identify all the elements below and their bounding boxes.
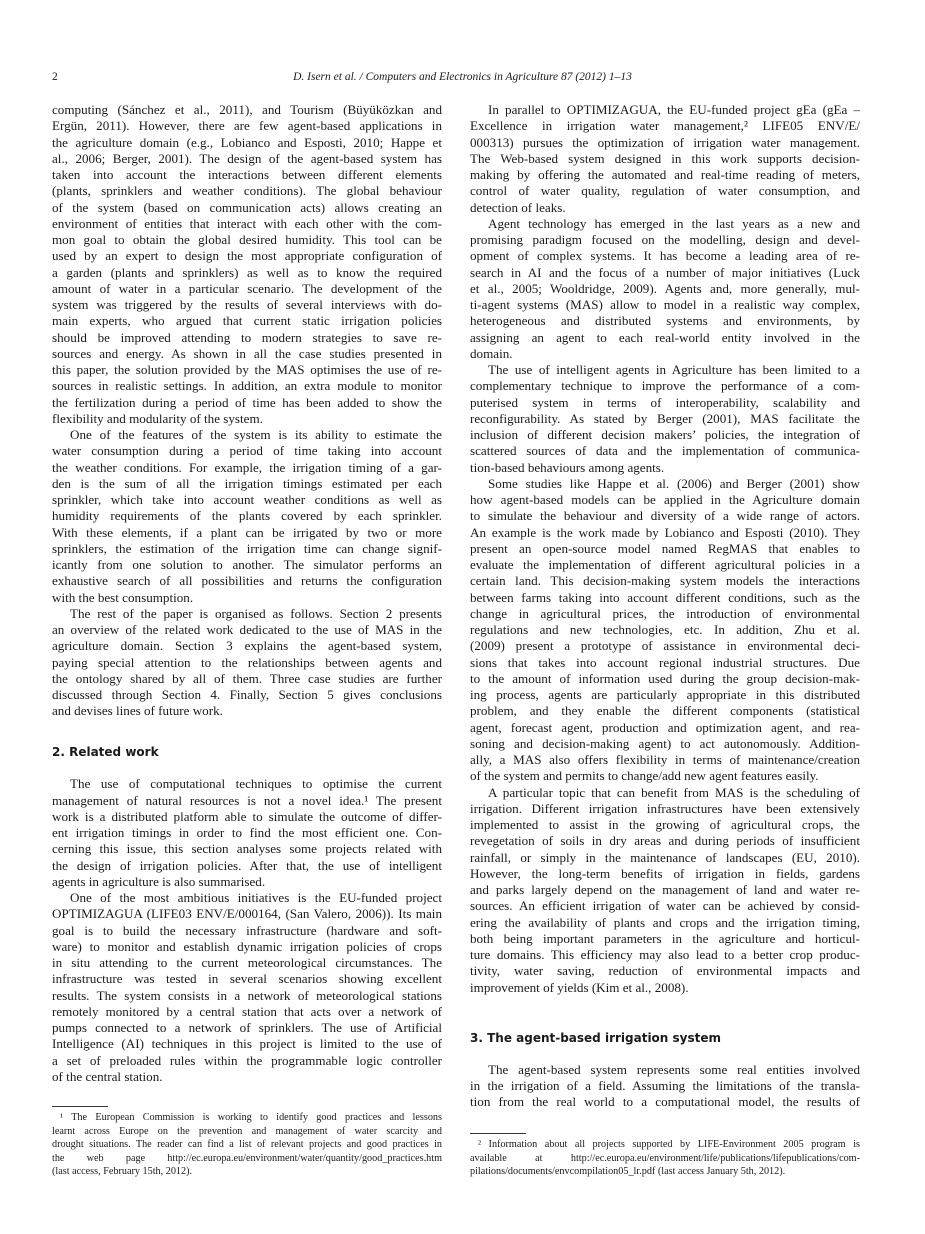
text-line: an overview of the related work dedicated to the use of MAS in the bbox=[52, 622, 442, 637]
text-line: icantly from one solution to another. The simulator performs an bbox=[52, 557, 442, 572]
text-line: The rest of the paper is organised as follows. Section 2 presents bbox=[70, 605, 442, 621]
text-line: In parallel to OPTIMIZAGUA, the EU-funded project gEa (gEa – bbox=[488, 102, 860, 117]
text-line: detection of leaks. bbox=[470, 199, 566, 215]
text-line: The use of computational techniques to optimise the current bbox=[70, 776, 442, 792]
text-line: ti-agent systems (MAS) allow to model in a realistic way complex, bbox=[470, 297, 860, 312]
paragraph bbox=[52, 102, 442, 427]
text-line: With these elements, if a plant can be irrigated by two or more bbox=[52, 524, 442, 540]
left-column bbox=[52, 102, 442, 1085]
text-line: An example is the work made by Lobianco and Esposti (2010). They bbox=[470, 524, 860, 540]
text-line: Intelligence (AI) techniques in this project is limited to the use of bbox=[52, 1036, 442, 1052]
text-line: change in agricultural prices, the introduction of environmental bbox=[470, 605, 860, 621]
text-line: search in AI and the focus of a number of major initiatives (Luck bbox=[470, 264, 860, 280]
text-line: sions that takes into account regional industrial structures. Due bbox=[470, 654, 860, 670]
text-line: the ontology shared by all of them. Three case studies are further bbox=[52, 670, 442, 686]
footnote-rule bbox=[52, 1106, 108, 1107]
footnote-line: (last access, February 15th, 2012). bbox=[52, 1166, 193, 1178]
text-line: in the irrigation of a field. Assuming the limitations of the transla- bbox=[470, 1077, 860, 1093]
paragraph bbox=[470, 362, 860, 476]
text-line: (plants, sprinklers and weather conditions). The global behaviour bbox=[52, 183, 442, 199]
text-line: ing process, agents are particularly appropriate in this distributed bbox=[470, 687, 860, 702]
text-line: to the amount of information used during the group decision-mak- bbox=[470, 670, 860, 686]
text-line: of the central station. bbox=[52, 1068, 163, 1084]
text-line: improvement of yields (Kim et al., 2008). bbox=[470, 979, 689, 995]
footnote-line: the web page http://ec.europa.eu/environment/water/quantity/good_practices.htm bbox=[52, 1152, 442, 1164]
text-line: present an open-source model named RegMAS that enables to bbox=[470, 540, 860, 556]
text-line: exhaustive search of all possibilities and returns the configuration bbox=[52, 573, 442, 589]
paragraph bbox=[470, 1062, 860, 1111]
text-line: heterogeneous and distributed systems and environments, by bbox=[470, 313, 860, 329]
text-line: Excellence in irrigation water management,² LIFE05 ENV/E/ bbox=[470, 118, 860, 134]
footnote-rule bbox=[470, 1133, 526, 1134]
paragraph bbox=[470, 476, 860, 785]
paragraph bbox=[52, 890, 442, 1085]
text-line: revegetation of soils in dry areas and during periods of insufficient bbox=[470, 833, 860, 849]
footnote-line: learnt across Europe on the prevention and management of water scarcity and bbox=[52, 1125, 442, 1137]
text-line: rainfall, or simply in the maintenance of landscapes (EU, 2010). bbox=[470, 849, 860, 865]
text-line: infrastructure was tested in several scenarios showing excellent bbox=[52, 971, 442, 987]
running-header: D. Isern et al. / Computers and Electronics in Agriculture 87 (2012) 1–13 bbox=[293, 71, 632, 83]
text-line: promising paradigm focused on the modelling, design and devel- bbox=[470, 232, 860, 247]
text-line: The Web-based system designed in this work supports decision- bbox=[470, 150, 860, 166]
text-line: of the system and permits to change/add new agent features easily. bbox=[470, 768, 819, 784]
text-line: The use of intelligent agents in Agriculture has been limited to a bbox=[488, 362, 860, 377]
text-line: paying special attention to the relationships between agents and bbox=[52, 654, 442, 670]
text-line: this paper, the solution provided by the MAS optimises the use of re- bbox=[52, 362, 442, 377]
footnote-line: drought situations. The reader can find a list of relevant projects and good practices in bbox=[52, 1139, 442, 1151]
text-line: scattered sources of data and the implementation of communica- bbox=[470, 443, 860, 459]
paragraph bbox=[52, 427, 442, 606]
text-line: Agent technology has emerged in the last years as a new and bbox=[488, 215, 860, 231]
text-line: making by offering the automated and real-time reading of meters, bbox=[470, 167, 860, 182]
text-line: One of the features of the system is its ability to estimate the bbox=[70, 427, 442, 442]
text-line: soning and decision-making agent) to act autonomously. Addition- bbox=[470, 735, 860, 751]
text-line: One of the most ambitious initiatives is the EU-funded project bbox=[70, 890, 442, 905]
text-line: inclusion of different decision makers’ policies, the integration of bbox=[470, 427, 860, 442]
text-line: the weather conditions. For example, the irrigation timing of a gar- bbox=[52, 459, 442, 475]
text-line: 000313) pursues the optimization of irrigation water management. bbox=[470, 134, 860, 150]
text-line: ture domains. This efficiency may also lead to a better crop produc- bbox=[470, 947, 860, 962]
text-line: of the system (based on communication acts) allows creating an bbox=[52, 199, 442, 215]
text-line: and devises lines of future work. bbox=[52, 703, 223, 719]
text-line: assigning an agent to each real-world entity involved in the bbox=[470, 329, 860, 345]
text-line: flexibility and modularity of the system. bbox=[52, 410, 263, 426]
footnote-line: ² Information about all projects supported by LIFE-Environment 2005 program is bbox=[478, 1139, 860, 1150]
page-number: 2 bbox=[52, 71, 58, 83]
text-line: a garden (plants and sprinklers) as well as to know the required bbox=[52, 264, 442, 280]
text-line: ent irrigation timings in order to find the most efficient one. Con- bbox=[52, 825, 442, 840]
text-line: sources. An efficient irrigation of water can be achieved by consid- bbox=[470, 898, 860, 914]
paragraph bbox=[52, 606, 442, 720]
text-line: taken into account the interactions between different elements bbox=[52, 167, 442, 182]
text-line: management of natural resources is not a novel idea.¹ The present bbox=[52, 792, 442, 808]
text-line: ally, a MAS also offers flexibility in terms of maintenance/creation bbox=[470, 752, 860, 767]
text-line: goal is to build the necessary infrastructure (hardware and soft- bbox=[52, 922, 442, 938]
text-line: the agriculture domain (e.g., Lobianco and Esposti, 2010; Happe et bbox=[52, 134, 442, 150]
text-line: results. The system consists in a network of meteorological stations bbox=[52, 987, 442, 1003]
text-line: sprinkler, which take into account weather conditions as well as bbox=[52, 492, 442, 507]
paragraph bbox=[470, 102, 860, 216]
text-line: sources in realistic settings. In addition, an extra module to monitor bbox=[52, 378, 442, 394]
text-line: sources and energy. As shown in all the case studies presented in bbox=[52, 345, 442, 361]
footnote-1 bbox=[52, 1106, 442, 1179]
text-line: OPTIMIZAGUA (LIFE03 ENV/E/000164, (San Valero, 2006)). Its main bbox=[52, 906, 442, 922]
text-line: pumps connected to a network of sprinklers. The use of Artificial bbox=[52, 1020, 442, 1035]
text-line: between farms taking into account different conditions, such as the bbox=[470, 589, 860, 605]
text-line: in situ attending to the current meteorological circumstances. The bbox=[52, 955, 442, 970]
text-line: tivity, water saving, reduction of environmental impacts and bbox=[470, 963, 860, 979]
section-heading: 3. The agent-based irrigation system bbox=[470, 1030, 722, 1045]
text-line: The agent-based system represents some real entities involved bbox=[488, 1061, 860, 1077]
text-line: a set of preloaded rules within the programmable logic controller bbox=[52, 1052, 442, 1068]
text-line: water consumption during a period of time taking into account bbox=[52, 443, 442, 459]
text-line: certain land. This decision-making system models the interactions bbox=[470, 573, 860, 589]
text-line: agents in agriculture is also summarised. bbox=[52, 873, 266, 889]
text-line: humidity requirements of the plants covered by each sprinkler. bbox=[52, 508, 442, 524]
section-heading: 2. Related work bbox=[52, 745, 159, 760]
text-line: discussed through Section 4. Finally, Section 5 gives conclusions bbox=[52, 687, 442, 702]
text-line: problem, and they enable the different components (statistical bbox=[470, 703, 860, 719]
text-line: main experts, who argued that current static irrigation policies bbox=[52, 313, 442, 329]
text-line: puterised system in terms of interoperability, scalability and bbox=[470, 394, 860, 410]
text-line: remotely monitored by a central station that acts over a network of bbox=[52, 1003, 442, 1019]
text-line: A particular topic that can benefit from MAS is the scheduling of bbox=[488, 784, 860, 800]
text-line: al., 2006; Berger, 2001). The design of the agent-based system has bbox=[52, 150, 442, 166]
text-line: evaluate the implementation of different agricultural policies in a bbox=[470, 557, 860, 572]
text-line: reconfigurability. As stated by Berger (2001), MAS facilitate the bbox=[470, 410, 860, 426]
text-line: should be improved attending to modern strategies to save re- bbox=[52, 329, 442, 345]
text-line: mon goal to obtain the global desired humidity. This tool can be bbox=[52, 232, 442, 247]
text-line: complementary technique to improve the performance of a com- bbox=[470, 378, 860, 394]
text-line: Some studies like Happe et al. (2006) and Berger (2001) show bbox=[488, 475, 860, 491]
text-line: sprinklers, the estimation of the irrigation time can change signif- bbox=[52, 540, 442, 556]
text-line: opment of complex systems. It has become a leading area of re- bbox=[470, 248, 860, 264]
text-line: (2009) present a prototype of assistance in environmental deci- bbox=[470, 638, 860, 654]
text-line: system was triggered by the results of several interviews with do- bbox=[52, 297, 442, 312]
text-line: cerning this issue, this section analyses some projects related with bbox=[52, 841, 442, 857]
text-line: agent, forecast agent, production and optimization agent, and rea- bbox=[470, 719, 860, 735]
right-column bbox=[470, 102, 860, 1110]
text-line: tion from the real world to a computational model, the results of bbox=[470, 1094, 860, 1109]
text-line: with the best consumption. bbox=[52, 589, 194, 605]
text-line: control of water quality, regulation of water consumption, and bbox=[470, 183, 860, 199]
text-line: agriculture domain. Section 3 explains the agent-based system, bbox=[52, 638, 442, 654]
text-line: computing (Sánchez et al., 2011), and Tourism (Büyüközkan and bbox=[52, 102, 442, 117]
text-line: to simulate the behaviour and diversity of a wide range of actors. bbox=[470, 508, 860, 524]
footnote-line: ¹ The European Commission is working to identify good practices and lessons bbox=[60, 1112, 442, 1123]
paragraph bbox=[470, 785, 860, 996]
text-line: et al., 2005; Wooldridge, 2009). Agents and, more generally, mul- bbox=[470, 280, 860, 296]
text-line: ering the availability of plants and crops and the irrigation timing, bbox=[470, 914, 860, 930]
text-line: den is the sum of all the irrigation timings estimated per each bbox=[52, 475, 442, 491]
footnote-line: pilations/documents/envcompilation05_lr.pdf (last access January 5th, 2012). bbox=[470, 1166, 786, 1178]
text-line: domain. bbox=[470, 345, 513, 361]
text-line: Ergün, 2011). However, there are few agent-based applications in bbox=[52, 118, 442, 134]
text-line: tion-based behaviours among agents. bbox=[470, 459, 665, 475]
text-line: the design of irrigation policies. After that, the use of intelligent bbox=[52, 857, 442, 873]
paragraph bbox=[52, 776, 442, 890]
text-line: implemented to assist in the growing of agricultural crops, the bbox=[470, 817, 860, 832]
text-line: the fertilization during a period of time has been added to show the bbox=[52, 394, 442, 410]
text-line: used by an expert to design the most appropriate configuration of bbox=[52, 248, 442, 264]
text-line: and parks largely depend on the management of land and water re- bbox=[470, 882, 860, 897]
text-line: amount of water in a particular scenario. The development of the bbox=[52, 280, 442, 296]
text-line: environment of entities that interact with each other with the com- bbox=[52, 215, 442, 231]
text-line: work is a distributed platform able to simulate the outcome of differ- bbox=[52, 808, 442, 824]
text-line: both being important parameters in the agriculture and horticul- bbox=[470, 930, 860, 946]
text-line: irrigation. Different irrigation infrastructures have been extensively bbox=[470, 800, 860, 816]
text-line: how agent-based models can be applied in the Agriculture domain bbox=[470, 492, 860, 507]
paragraph bbox=[470, 216, 860, 362]
footnote-line: available at http://ec.europa.eu/environment/life/publications/lifepublications/com- bbox=[470, 1152, 860, 1164]
text-line: ware) to monitor and establish dynamic irrigation policies of crops bbox=[52, 938, 442, 954]
text-line: regulations and new technologies, etc. In addition, Zhu et al. bbox=[470, 622, 860, 637]
text-line: However, the long-term benefits of irrigation in fields, gardens bbox=[470, 865, 860, 881]
footnote-2 bbox=[470, 1133, 860, 1179]
